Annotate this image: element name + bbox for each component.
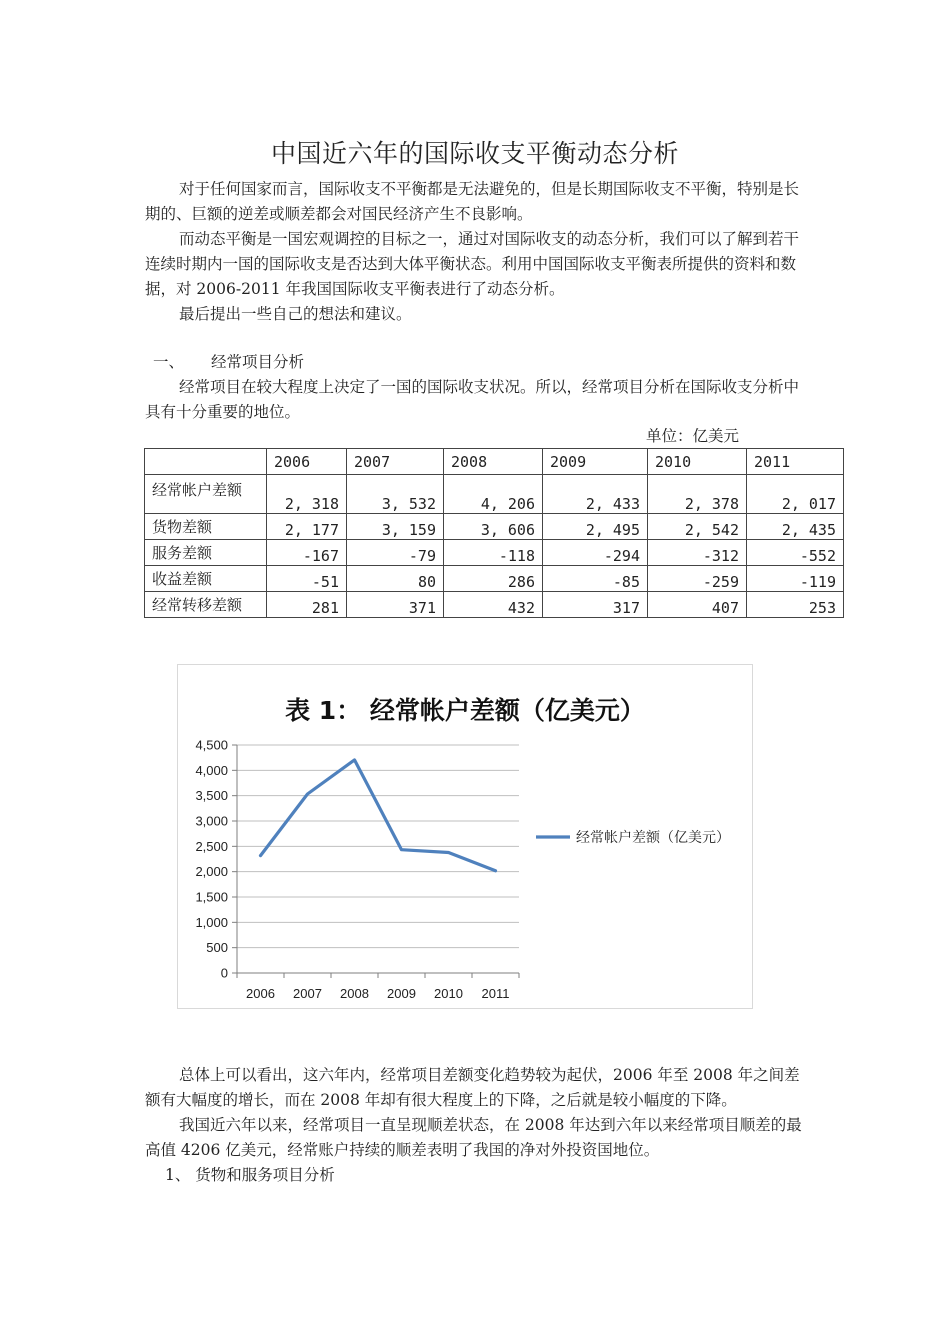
table-row — [145, 475, 844, 514]
table-cell: -118 — [444, 540, 543, 566]
table-row — [145, 540, 844, 566]
table-cell: 2, 017 — [747, 475, 844, 514]
table-cell: -85 — [543, 566, 648, 592]
chart-legend — [536, 829, 730, 846]
table-cell: 286 — [444, 566, 543, 592]
table-cell: -294 — [543, 540, 648, 566]
table-header-cell: 2009 — [543, 449, 648, 475]
subsection-heading: 1、 货物和服务项目分析 — [165, 1166, 335, 1184]
table-header-cell — [145, 449, 267, 475]
y-tick-label: 2,500 — [195, 838, 228, 854]
conclusion-paragraph-2: 我国近六年以来，经常项目一直呈现顺差状态，在 2008 年达到六年以来经常项目顺差的最高值 4206 亿美元，经常账户持续的顺差表明了我国的净对外投资国地位。 — [145, 1116, 802, 1159]
table-cell: 2, 542 — [648, 514, 747, 540]
legend-label: 经常帐户差额（亿美元） — [576, 830, 730, 846]
table-cell: 371 — [347, 592, 444, 618]
table-row — [145, 514, 844, 540]
y-tick-label: 1,000 — [195, 914, 228, 930]
x-tick-label: 2011 — [481, 986, 510, 1001]
table-cell: -79 — [347, 540, 444, 566]
section-body: 经常项目在较大程度上决定了一国的国际收支状况。所以，经常项目分析在国际收支分析中具有十分重要的地位。 — [145, 378, 800, 421]
chart-gridlines — [237, 745, 519, 973]
intro-paragraph-1: 对于任何国家而言，国际收支不平衡都是无法避免的，但是长期国际收支不平衡，特别是长期的、巨额的逆差或顺差都会对国民经济产生不良影响。 — [145, 180, 800, 223]
row-label: 收益差额 — [145, 566, 267, 592]
table-cell: 2, 318 — [267, 475, 347, 514]
row-label: 货物差额 — [145, 514, 267, 540]
table-header-row — [145, 449, 844, 475]
current-account-table — [144, 448, 844, 618]
section-heading: 经常项目分析 — [211, 353, 305, 371]
table-header-cell: 2007 — [347, 449, 444, 475]
table-header-cell: 2008 — [444, 449, 543, 475]
table-cell: -259 — [648, 566, 747, 592]
table-cell: 432 — [444, 592, 543, 618]
table-cell: 3, 159 — [347, 514, 444, 540]
table-cell: 253 — [747, 592, 844, 618]
page-title: 中国近六年的国际收支平衡动态分析 — [270, 139, 679, 168]
chart-title: 表 1： 经常帐户差额（亿美元） — [285, 696, 645, 725]
row-label: 服务差额 — [145, 540, 267, 566]
table-cell: -51 — [267, 566, 347, 592]
x-tick-label: 2009 — [387, 986, 416, 1001]
table-cell: -552 — [747, 540, 844, 566]
table-cell: -119 — [747, 566, 844, 592]
y-tick-label: 3,500 — [195, 788, 228, 804]
x-tick-label: 2007 — [293, 986, 322, 1001]
x-tick-label: 2006 — [246, 986, 275, 1001]
y-tick-label: 4,500 — [195, 737, 228, 753]
chart-canvas — [178, 665, 752, 1008]
table-row — [145, 566, 844, 592]
series-line — [261, 760, 496, 871]
row-label: 经常帐户差额 — [145, 475, 267, 514]
table-cell: 3, 532 — [347, 475, 444, 514]
section-number: 一、 — [153, 353, 185, 371]
table-cell: 2, 177 — [267, 514, 347, 540]
table-cell: 2, 435 — [747, 514, 844, 540]
table-header-cell: 2011 — [747, 449, 844, 475]
y-tick-label: 3,000 — [195, 813, 228, 829]
row-label: 经常转移差额 — [145, 592, 267, 618]
intro-paragraph-2: 而动态平衡是一国宏观调控的目标之一，通过对国际收支的动态分析，我们可以了解到若干连续时期内一国的国际收支是否达到大体平衡状态。利用中国国际收支平衡表所提供的资料和数据，对 2006-2011 年我国国际收支平衡表进行了动态分析。 — [145, 230, 800, 298]
table-header-cell: 2010 — [648, 449, 747, 475]
line-chart — [177, 664, 753, 1009]
conclusion-paragraph-1: 总体上可以看出，这六年内，经常项目差额变化趋势较为起伏，2006 年至 2008 年之间差额有大幅度的增长，而在 2008 年却有很大程度上的下降，之后就是较小幅度的下降。 — [145, 1066, 800, 1109]
table-header-cell: 2006 — [267, 449, 347, 475]
table-cell: 2, 378 — [648, 475, 747, 514]
y-tick-label: 1,500 — [195, 889, 228, 905]
table-cell: -312 — [648, 540, 747, 566]
y-tick-label: 500 — [206, 940, 228, 956]
y-tick-label: 2,000 — [195, 864, 228, 880]
y-tick-label: 4,000 — [195, 762, 228, 778]
table-cell: 281 — [267, 592, 347, 618]
table-cell: 2, 495 — [543, 514, 648, 540]
table-cell: 317 — [543, 592, 648, 618]
intro-paragraph-3: 最后提出一些自己的想法和建议。 — [179, 305, 412, 323]
y-tick-label: 0 — [220, 965, 228, 981]
table-cell: 407 — [648, 592, 747, 618]
chart-axes — [195, 738, 519, 1002]
table-cell: 3, 606 — [444, 514, 543, 540]
table-row — [145, 592, 844, 618]
table-cell: 80 — [347, 566, 444, 592]
table-cell: 4, 206 — [444, 475, 543, 514]
x-tick-label: 2008 — [340, 986, 369, 1001]
table-cell: 2, 433 — [543, 475, 648, 514]
unit-label: 单位：亿美元 — [646, 427, 740, 445]
x-tick-label: 2010 — [434, 986, 463, 1001]
chart-series — [261, 760, 496, 871]
table-cell: -167 — [267, 540, 347, 566]
